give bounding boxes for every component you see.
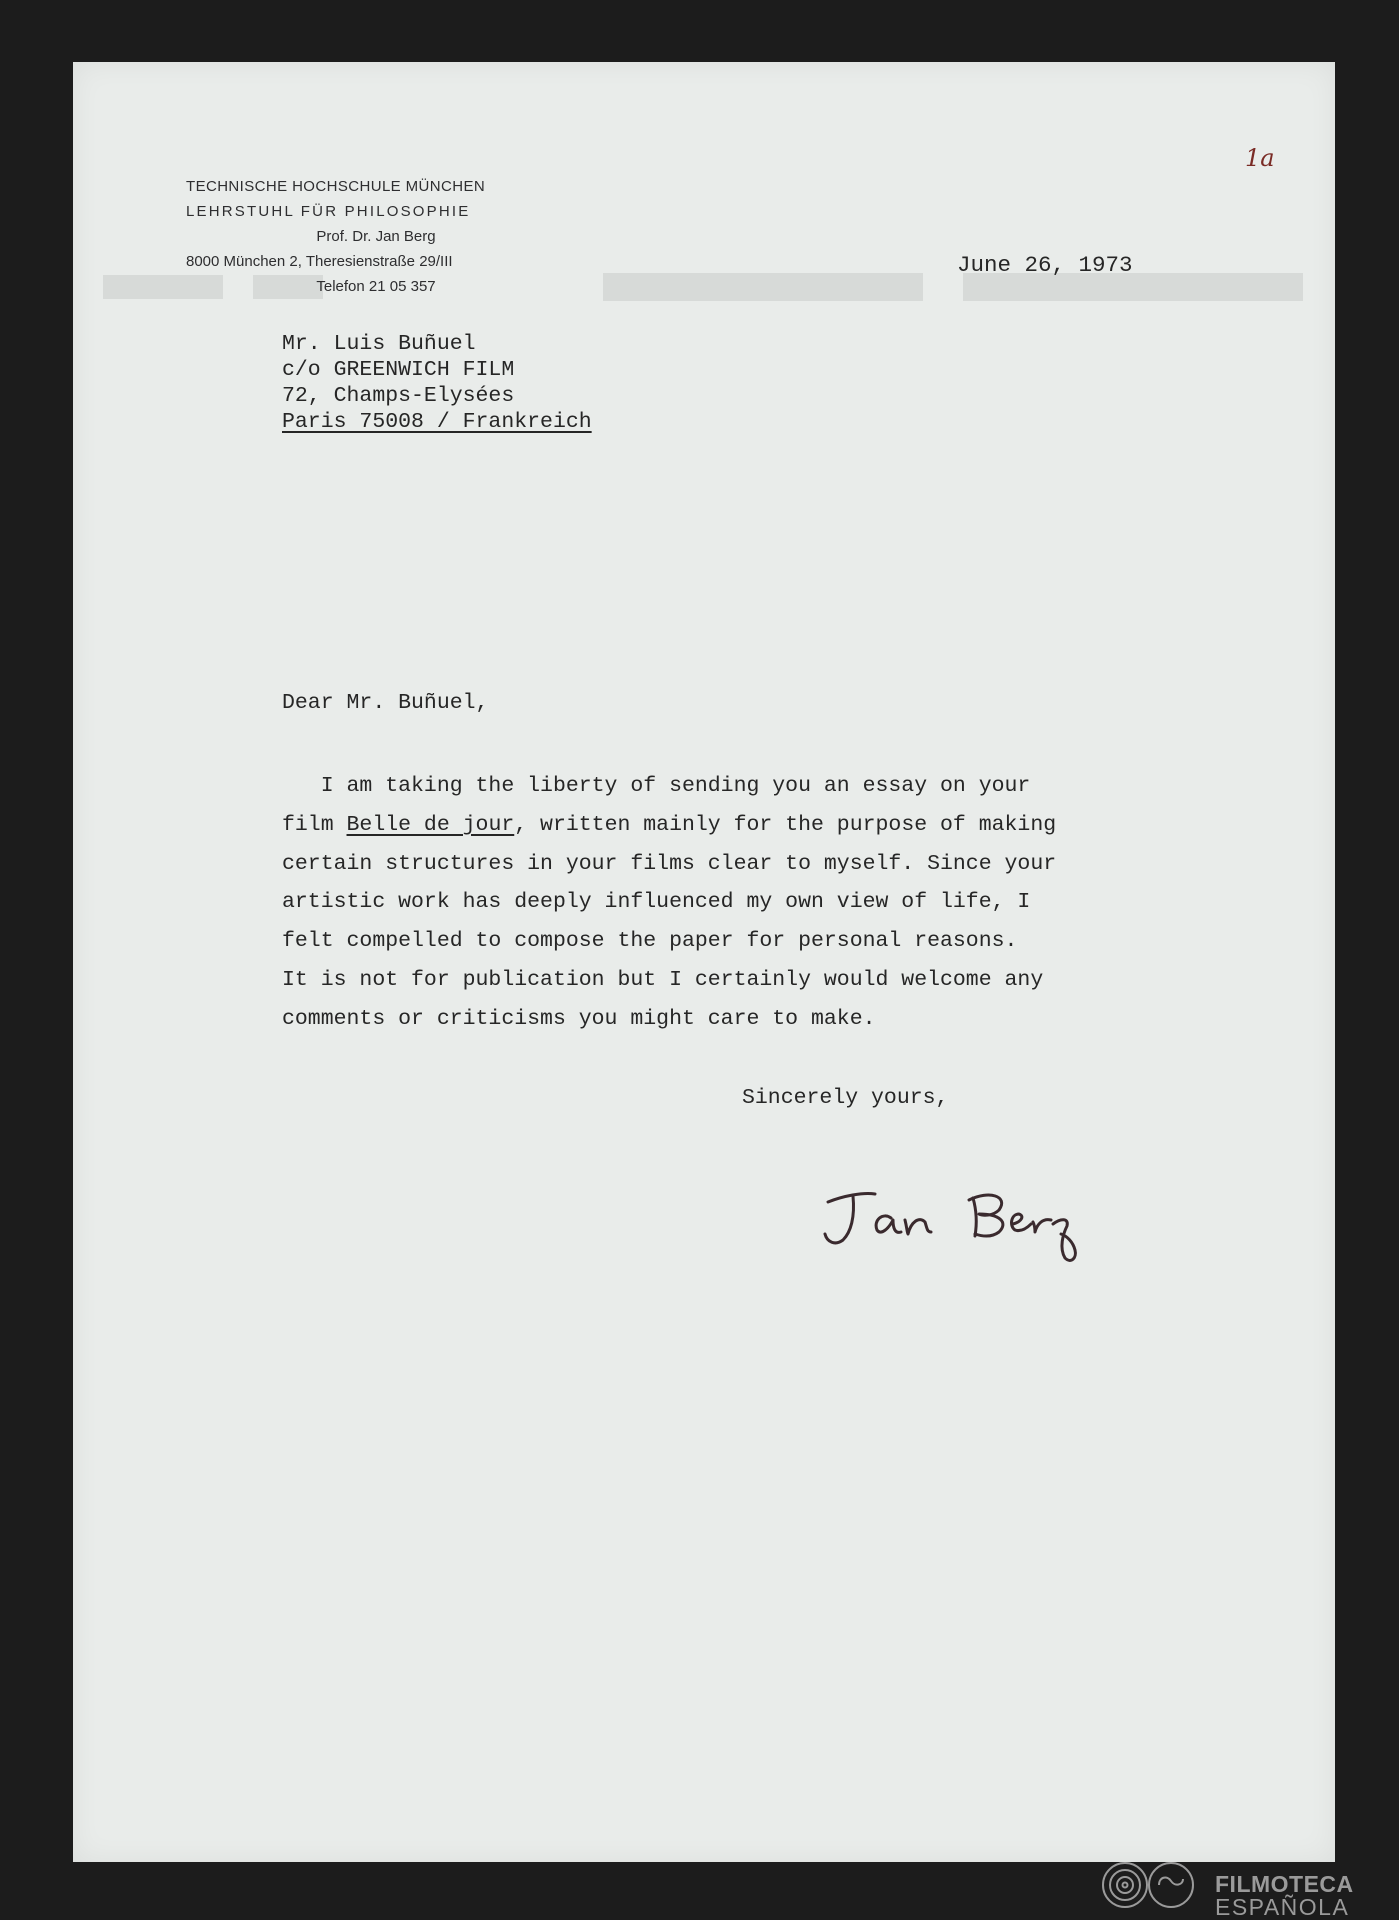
body-line-text: , written mainly for the purpose of making	[514, 812, 1057, 837]
spiral-logo-icon	[1095, 1855, 1205, 1915]
body-line	[282, 806, 1056, 845]
recipient-address	[282, 331, 592, 435]
watermark-line2: ESPAÑOLA	[1215, 1894, 1350, 1920]
body-line: comments or criticisms you might care to make.	[282, 1006, 876, 1031]
letter-date: June 26, 1973	[957, 252, 1133, 278]
filmoteca-watermark	[1095, 1855, 1395, 1920]
recipient-name: Mr. Luis Buñuel	[282, 332, 476, 356]
body-line-text: film	[282, 812, 347, 837]
recipient-city: Paris 75008 / Frankreich	[282, 410, 592, 434]
film-title: Belle de jour	[346, 812, 515, 837]
closing: Sincerely yours,	[742, 1086, 949, 1110]
letterhead-address: 8000 München 2, Theresienstraße 29/III	[186, 253, 453, 270]
salutation: Dear Mr. Buñuel,	[282, 691, 489, 715]
watermark-line1: FILMOTECA	[1215, 1871, 1354, 1897]
letterhead-institution: TECHNISCHE HOCHSCHULE MÜNCHEN	[186, 178, 486, 195]
watermark-text	[1215, 1873, 1354, 1919]
recipient-street: 72, Champs-Elysées	[282, 384, 515, 408]
body-line: felt compelled to compose the paper for personal reasons.	[282, 929, 1018, 954]
letterhead-phone: Telefon 21 05 357	[316, 278, 436, 295]
body-line: artistic work has deeply influenced my own view of life, I	[282, 890, 1031, 915]
handwritten-signature	[813, 1162, 1153, 1282]
body-line: certain structures in your films clear to myself. Since your	[282, 851, 1057, 876]
letterhead-department: LEHRSTUHL FÜR PHILOSOPHIE	[186, 203, 471, 220]
folio-mark: 1a	[1245, 144, 1275, 172]
letterhead	[186, 174, 566, 299]
letterhead-professor: Prof. Dr. Jan Berg	[316, 228, 436, 245]
recipient-care-of: c/o GREENWICH FILM	[282, 358, 515, 382]
letter-body	[282, 767, 1056, 1039]
body-line: It is not for publication but I certainly would welcome any	[282, 967, 1044, 992]
body-line: I am taking the liberty of sending you an essay on your	[282, 774, 1031, 798]
letter-page	[73, 62, 1335, 1862]
